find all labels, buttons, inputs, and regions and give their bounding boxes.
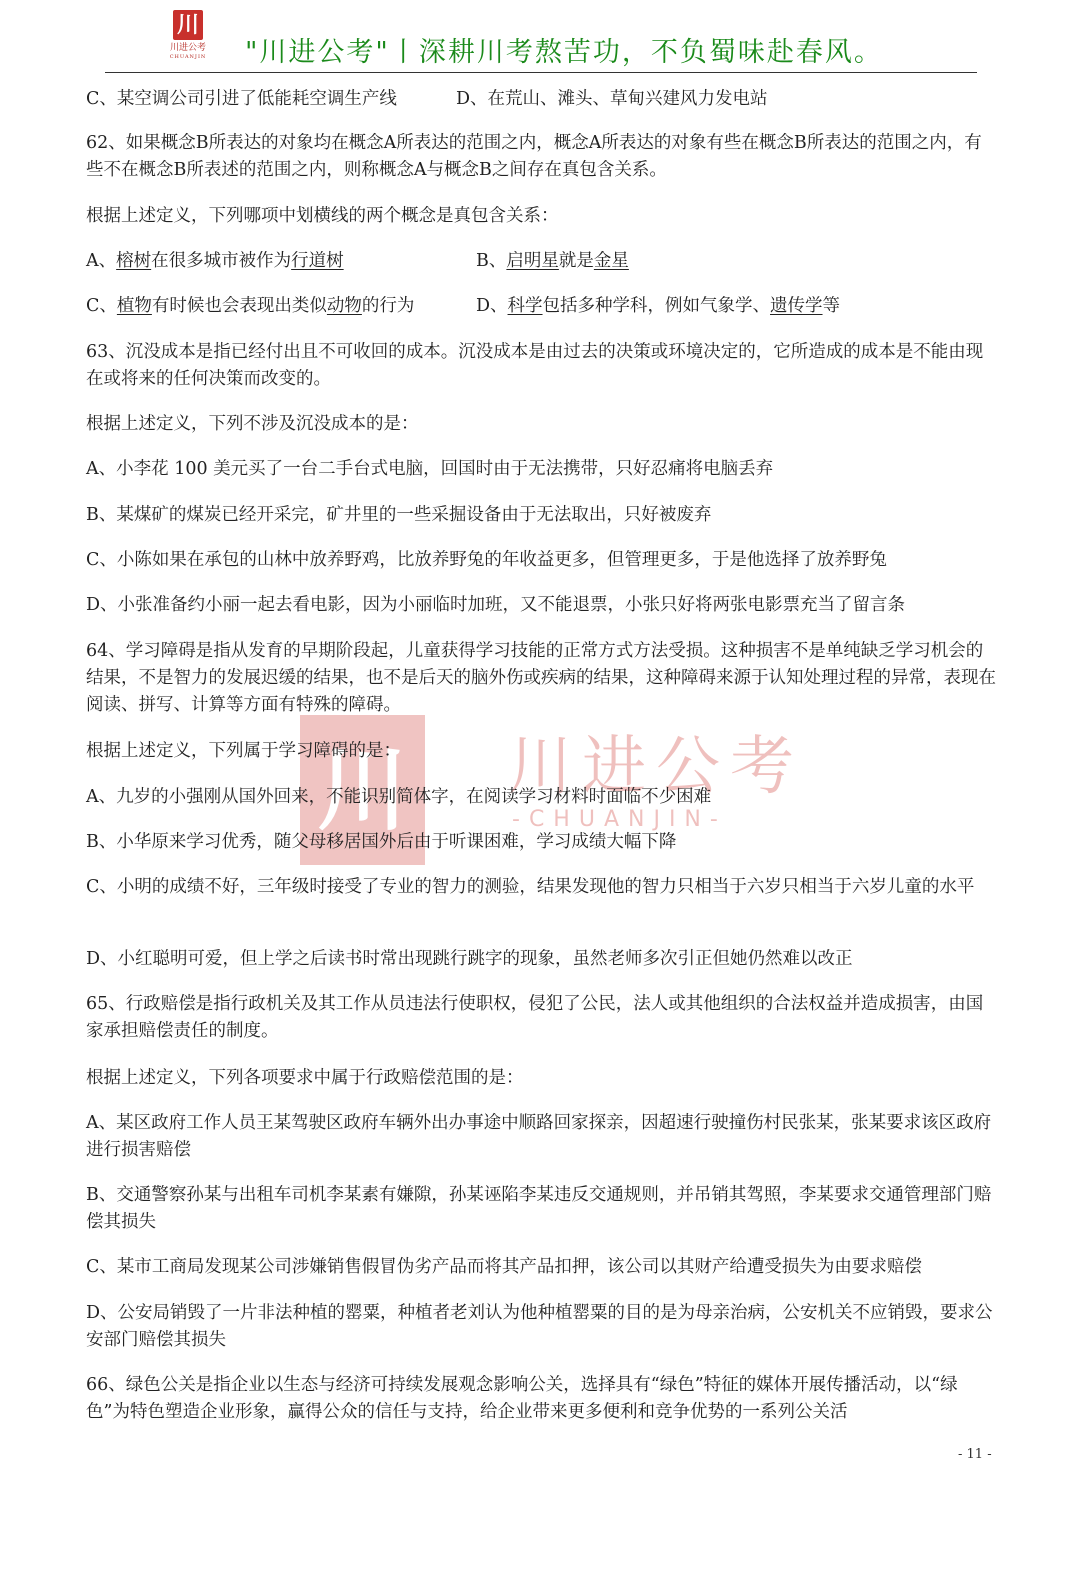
underlined-term: 行道树 [291,251,344,271]
q65-option-a: A、某区政府工作人员王某驾驶区政府车辆外出办事途中顺路回家探亲，因超速行驶撞伤村民张某，张某要求该区政府进行损害赔偿 [86,1113,992,1160]
q66-stem: 66、绿色公关是指企业以生态与经济可持续发展观念影响公关，选择具有“绿色”特征的媒体开展传播活动，以“绿色”为特色塑造企业形象，赢得公众的信任与支持，给企业带来更多便利和竞争优势的一系列公关活 [86,1375,958,1422]
option-text: 包括多种学科，例如气象学、 [542,296,771,316]
q65-stem: 65、行政赔偿是指行政机关及其工作从员违法行使职权，侵犯了公民，法人或其他组织的合法权益并造成损害，由国家承担赔偿责任的制度。 [86,994,984,1041]
watermark-title: 川进公考 [508,730,804,804]
q65-option-b: B、交通警察孙某与出租车司机李某素有嫌隙，孙某诬陷李某违反交通规则，并吊销其驾照，李某要求交通管理部门赔偿其损失 [86,1185,992,1232]
option-letter: D、 [476,296,508,316]
option-text: 有时候也会表现出类似 [151,296,327,316]
logo-mark: 川 [173,10,203,40]
page-header [105,8,977,73]
q61-options [86,86,996,113]
logo-subtext: CHUANJIN [169,54,207,60]
q62-options-cd [86,293,996,320]
q65-question: 根据上述定义，下列各项要求中属于行政赔偿范围的是： [86,1068,524,1088]
q63-option-c: C、小陈如果在承包的山林中放养野鸡，比放养野兔的年收益更多，但管理更多，于是他选择了放养野兔 [86,550,887,570]
brand-logo [163,8,213,68]
option-letter: C、 [86,296,117,316]
q63-option-a: A、小李花 100 美元买了一台二手台式电脑，回国时由于无法携带，只好忍痛将电脑丢弃 [86,459,774,479]
underlined-term: 榕树 [116,251,152,271]
q64-option-c: C、小明的成绩不好，三年级时接受了专业的智力的测验，结果发现他的智力只相当于六岁只相当于六岁儿童的水平 [86,877,975,897]
option-text: 的行为 [361,296,415,316]
q64-stem: 64、学习障碍是指从发育的早期阶段起，儿童获得学习技能的正常方式方法受损。这种损害不是单纯缺乏学习机会的结果，不是智力的发展迟缓的结果，也不是后天的脑外伤或疾病的结果，这种障碍来源于认知处理过程的异常，表现在阅读、拼写、计算等方面有特殊的障碍。 [86,641,996,715]
q63-option-d: D、小张准备约小丽一起去看电影，因为小丽临时加班，又不能退票，小张只好将两张电影票充当了留言条 [86,595,906,615]
option-letter: B、 [476,251,507,271]
q62-question: 根据上述定义，下列哪项中划横线的两个概念是真包含关系： [86,206,559,226]
q62-option-d [476,293,840,320]
underlined-term: 金星 [593,251,629,271]
q62-option-a [86,251,344,271]
q61-option-d: D、在荒山、滩头、草甸兴建风力发电站 [456,89,768,109]
q62-option-b [476,248,629,275]
header-slogan: "川进公考"丨深耕川考熬苦功，不负蜀味赴春风。 [245,37,883,68]
logo-text: 川进公考 [169,43,206,53]
q61-option-c: C、某空调公司引进了低能耗空调生产线 [86,89,397,109]
q65-option-d: D、公安局销毁了一片非法种植的罂粟，种植者老刘认为他种植罂粟的目的是为母亲治病，公安机关不应销毁，要求公安部门赔偿其损失 [86,1303,993,1350]
q63-stem: 63、沉没成本是指已经付出且不可收回的成本。沉没成本是由过去的决策或环境决定的，它所造成的成本是不能由现在或将来的任何决策而改变的。 [86,342,984,389]
q65-option-c: C、某市工商局发现某公司涉嫌销售假冒伪劣产品而将其产品扣押，该公司以其财产给遭受损失为由要求赔偿 [86,1257,922,1277]
q62-options-ab [86,248,996,275]
q62-stem: 62、如果概念B所表达的对象均在概念A所表达的范围之内，概念A所表达的对象有些在概念B所表达的范围之内，有些不在概念B所表述的范围之内，则称概念A与概念B之间存在真包含关系。 [86,133,982,180]
watermark-logo: 川 [300,715,425,865]
underlined-term: 启明星 [506,251,559,271]
q64-option-b: B、小华原来学习优秀，随父母移居国外后由于听课困难，学习成绩大幅下降 [86,832,677,852]
page-number: - 11 - [958,1447,992,1462]
underlined-term: 植物 [116,296,152,316]
option-text: 在很多城市被作为 [151,251,292,271]
underlined-term: 科学 [507,296,543,316]
option-text: 就是 [558,251,594,271]
option-text: 等 [822,296,841,316]
watermark-subtitle: -CHUANJIN- [512,807,727,832]
q62-option-c [86,296,414,316]
q64-option-a: A、九岁的小强刚从国外回来，不能识别简体字，在阅读学习材料时面临不少困难 [86,787,712,807]
q63-question: 根据上述定义，下列不涉及沉没成本的是： [86,414,419,434]
q64-question: 根据上述定义，下列属于学习障碍的是： [86,741,401,761]
q63-option-b: B、某煤矿的煤炭已经开采完，矿井里的一些采掘设备由于无法取出，只好被废弃 [86,505,712,525]
option-letter: A、 [86,251,117,271]
q64-option-d: D、小红聪明可爱，但上学之后读书时常出现跳行跳字的现象，虽然老师多次引正但她仍然难以改正 [86,949,853,969]
underlined-term: 遗传学 [770,296,823,316]
underlined-term: 动物 [326,296,362,316]
